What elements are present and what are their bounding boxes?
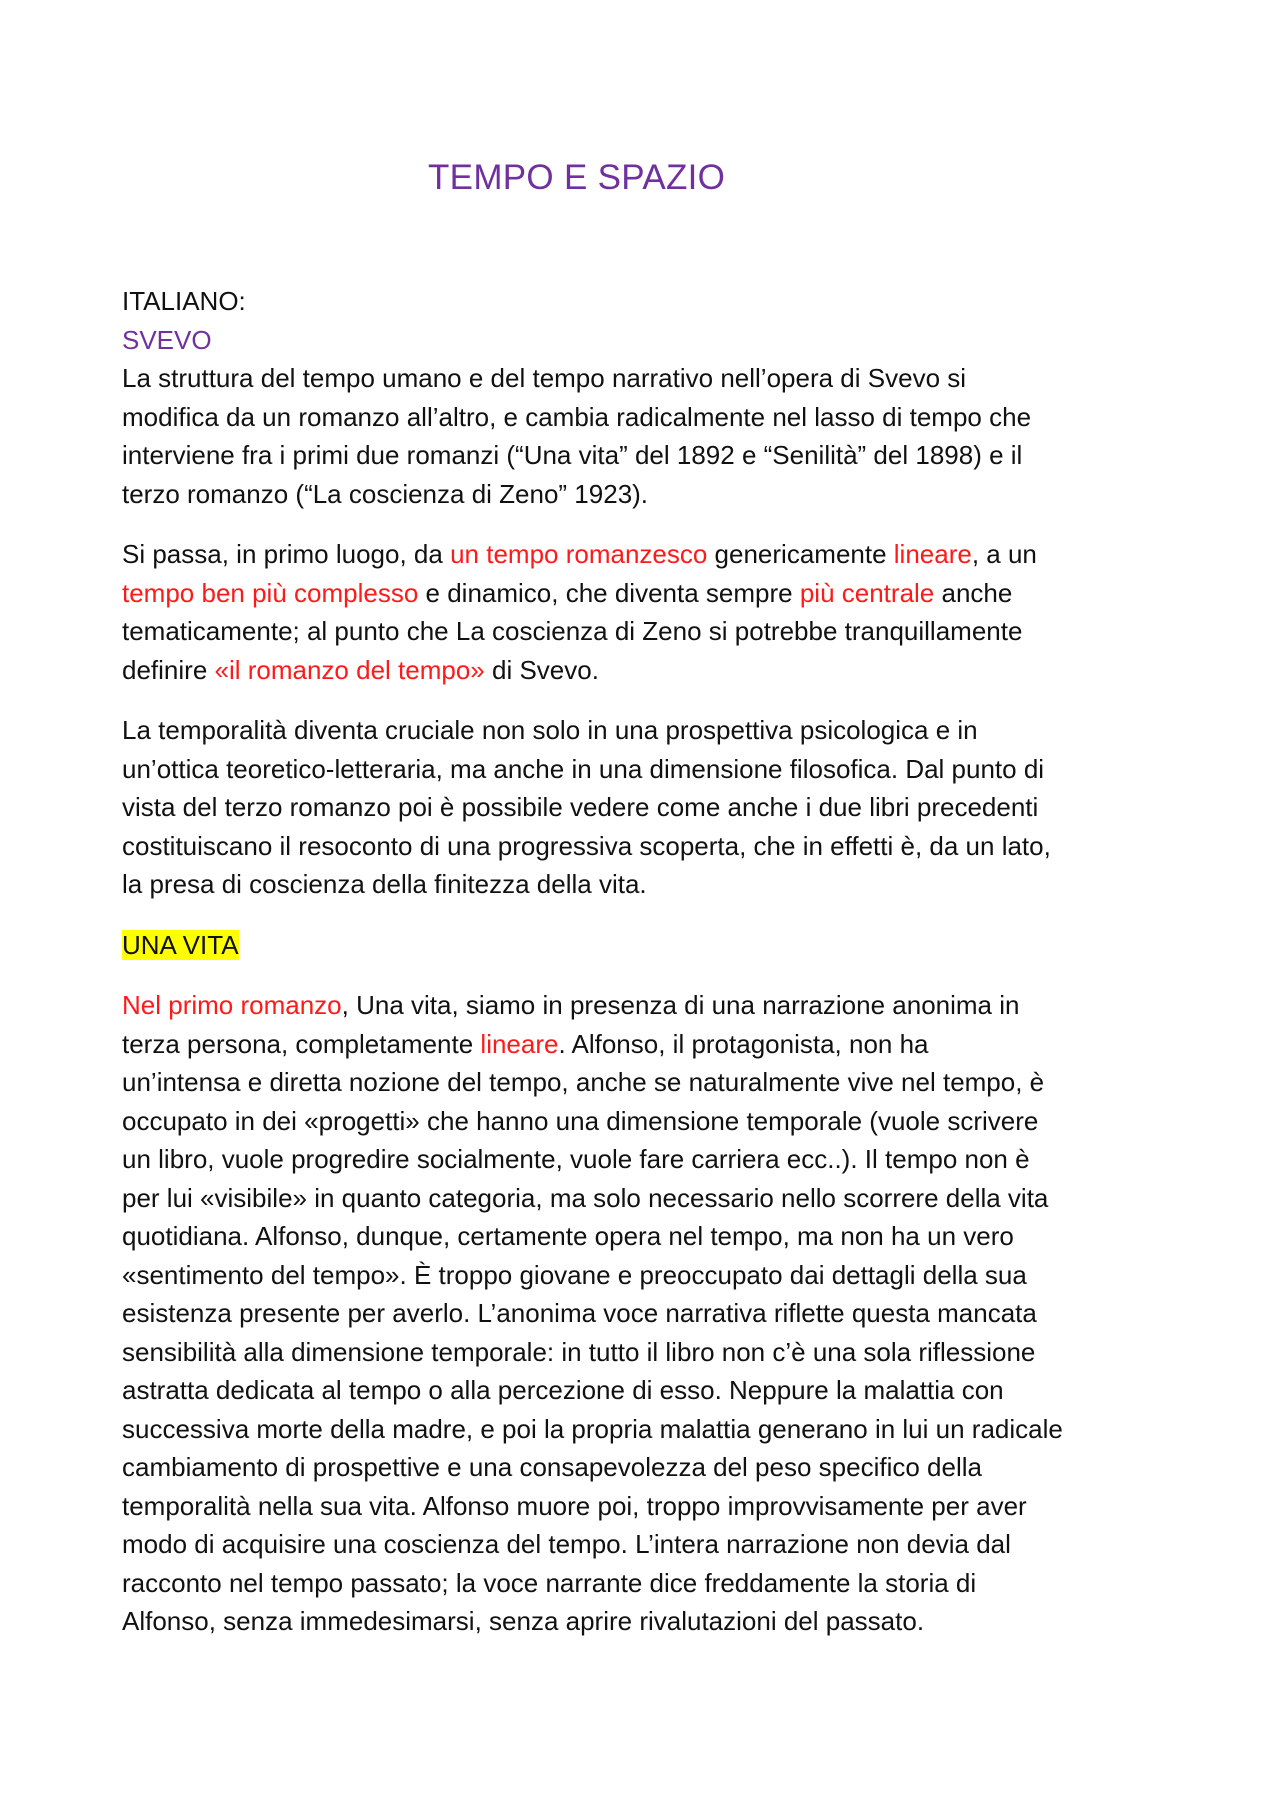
text-run: , a un [971, 539, 1037, 569]
document-body [122, 282, 1182, 1641]
temporalita-paragraph [122, 711, 1182, 904]
text-line [122, 651, 1182, 690]
text-run: astratta dedicata al tempo o alla percezione di esso. Neppure la malattia con [122, 1375, 1004, 1405]
text-line [122, 827, 1182, 866]
text-run: la presa di coscienza della finitezza della vita. [122, 869, 647, 899]
text-run: modo di acquisire una coscienza del tempo. L’intera narrazione non devia dal [122, 1529, 1011, 1559]
text-line [122, 1487, 1182, 1526]
text-run: di Svevo. [484, 654, 599, 685]
emphasis-text: Nel primo romanzo [122, 990, 342, 1020]
una-vita-paragraph [122, 986, 1182, 1641]
emphasis-text: lineare [480, 1028, 559, 1059]
text-line [122, 1564, 1182, 1603]
paragraph-gap [122, 689, 1182, 711]
text-line [122, 711, 1182, 750]
text-line [122, 926, 1182, 965]
text-line [122, 750, 1182, 789]
text-run: genericamente [707, 539, 894, 569]
text-line [122, 398, 1182, 437]
text-run: La struttura del tempo umano e del tempo narrativo nell’opera di Svevo si [122, 363, 967, 393]
text-line [122, 1448, 1182, 1487]
emphasis-text: più centrale [799, 577, 935, 608]
paragraph-gap [122, 513, 1182, 535]
author-heading: SVEVO [122, 324, 212, 355]
emphasis-text: un tempo romanzesco [450, 539, 708, 569]
text-run: tematicamente; al punto che La coscienza di Zeno si potrebbe tranquillamente [122, 616, 1023, 646]
text-line [122, 1525, 1182, 1564]
text-line [122, 1179, 1182, 1218]
text-run: quotidiana. Alfonso, dunque, certamente opera nel tempo, ma non ha un vero [122, 1221, 1014, 1251]
text-line [122, 986, 1182, 1025]
text-run: esistenza presente per averlo. L’anonima voce narrativa riflette questa mancata [122, 1298, 1037, 1328]
tempo-paragraph [122, 535, 1182, 689]
text-run: anche [934, 577, 1013, 608]
text-run: occupato in dei «progetti» che hanno una dimensione temporale (vuole scrivere [122, 1105, 1039, 1136]
text-line [122, 475, 1182, 514]
paragraph-gap [122, 964, 1182, 986]
text-run: modifica da un romanzo all’altro, e cambia radicalmente nel lasso di tempo che [122, 401, 1032, 432]
text-run: e dinamico, che diventa sempre [418, 577, 800, 608]
text-line [122, 1063, 1182, 1102]
text-run: terzo romanzo (“La coscienza di Zeno” 1923). [122, 478, 649, 509]
paragraphs [122, 359, 1182, 1641]
text-line [122, 535, 1182, 574]
text-run: sensibilità alla dimensione temporale: in tutto il libro non c’è una sola riflessione [122, 1336, 1036, 1367]
text-line [122, 359, 1182, 398]
paragraph-gap [122, 904, 1182, 926]
text-run: racconto nel tempo passato; la voce narrante dice freddamente la storia di [122, 1567, 977, 1598]
text-run: «sentimento del tempo». È troppo giovane e preoccupato dai dettagli della sua [122, 1259, 1027, 1290]
text-run: terza persona, completamente [122, 1028, 481, 1059]
text-run: definire [122, 654, 215, 685]
emphasis-text: lineare [893, 539, 972, 569]
text-line [122, 1602, 1182, 1641]
text-line [122, 865, 1182, 904]
text-run: successiva morte della madre, e poi la propria malattia generano in lui un radicale [122, 1413, 1063, 1444]
highlighted-heading: UNA VITA [122, 929, 239, 960]
text-line [122, 612, 1182, 651]
intro-paragraph [122, 359, 1182, 513]
emphasis-text: «il romanzo del tempo» [214, 654, 485, 685]
text-line [122, 1410, 1182, 1449]
emphasis-text: tempo ben più complesso [122, 577, 419, 608]
text-line [122, 1102, 1182, 1141]
text-run: La temporalità diventa cruciale non solo in una prospettiva psicologica e in [122, 715, 978, 745]
text-run: per lui «visibile» in quanto categoria, ma solo necessario nello scorrere della vita [122, 1182, 1049, 1213]
text-run: Si passa, in primo luogo, da [122, 539, 451, 569]
text-run: interviene fra i primi due romanzi (“Una vita” del 1892 e “Senilità” del 1898) e il [122, 440, 1023, 470]
text-run: un’intensa e diretta nozione del tempo, anche se naturalmente vive nel tempo, è [122, 1067, 1045, 1097]
text-run: vista del terzo romanzo poi è possibile vedere come anche i due libri precedenti [122, 792, 1039, 822]
text-line [122, 788, 1182, 827]
text-line [122, 1140, 1182, 1179]
text-line [122, 574, 1182, 613]
text-run: un libro, vuole progredire socialmente, vuole fare carriera ecc..). Il tempo non è [122, 1144, 1030, 1174]
page-title: TEMPO E SPAZIO [428, 158, 726, 197]
text-line [122, 436, 1182, 475]
text-run: un’ottica teoretico-letteraria, ma anche in una dimensione filosofica. Dal punto di [122, 753, 1045, 784]
text-line [122, 1371, 1182, 1410]
text-run: cambiamento di prospettive e una consapevolezza del peso specifico della [122, 1452, 982, 1482]
text-run: Alfonso, senza immedesimarsi, senza aprire rivalutazioni del passato. [122, 1606, 925, 1636]
text-run: temporalità nella sua vita. Alfonso muore poi, troppo improvvisamente per aver [122, 1490, 1027, 1521]
text-line [122, 1217, 1182, 1256]
text-run: , Una vita, siamo in presenza di una narrazione anonima in [341, 990, 1020, 1020]
text-run: . Alfonso, il protagonista, non ha [558, 1028, 929, 1059]
text-line [122, 1025, 1182, 1064]
subject-label: ITALIANO: [122, 286, 246, 316]
una-vita-heading [122, 926, 1182, 965]
text-line [122, 1294, 1182, 1333]
text-line [122, 1256, 1182, 1295]
text-run: costituiscano il resoconto di una progressiva scoperta, che in effetti è, da un lato, [122, 830, 1051, 861]
text-line [122, 1333, 1182, 1372]
